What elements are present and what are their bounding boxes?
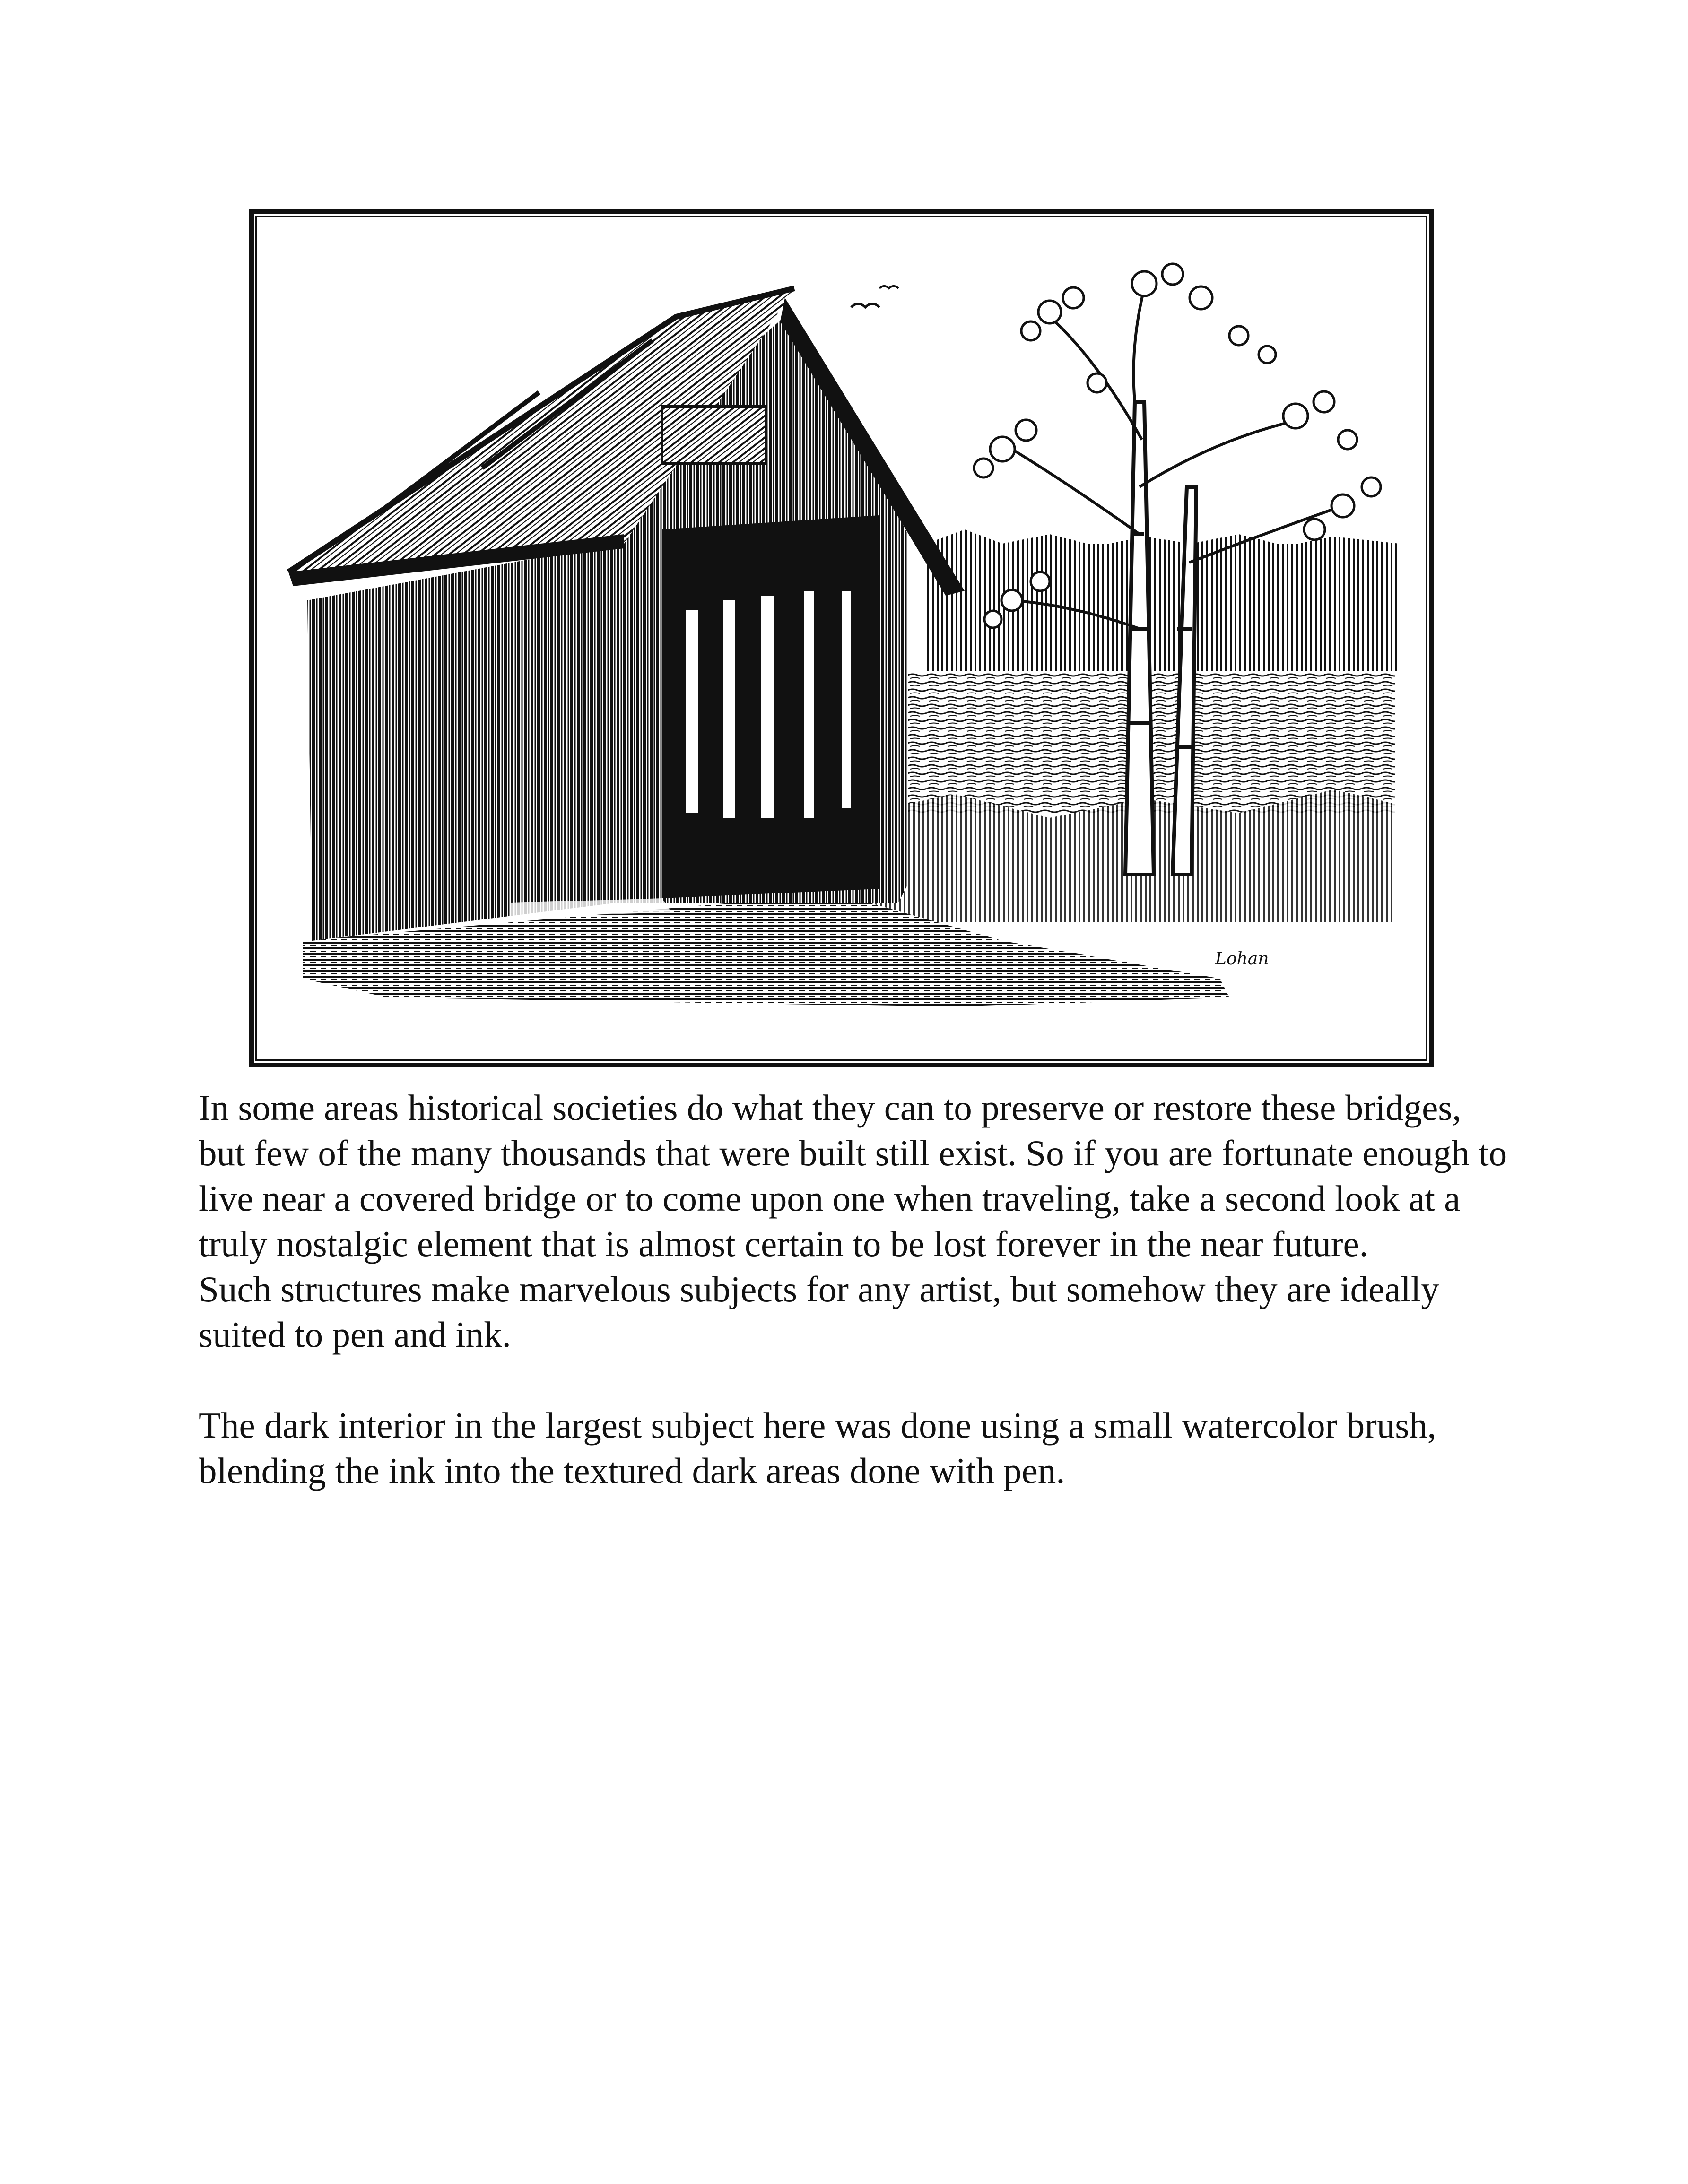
- paragraph-preservation: In some areas historical societies do what they can to preserve or restore these bridges, but few of the many thousands that were built still exist. So if you are fortunate enough to live near a covered bridge or to come upon one when traveling, take a second look at a truly nostalgic element that is almost certain to be lost forever in the near future.: [199, 1087, 1507, 1264]
- svg-text:Lohan: Lohan: [1215, 949, 1269, 969]
- paragraph-artist-subjects: Such structures make marvelous subjects for any artist, but somehow they are ideally suited to pen and ink.: [199, 1269, 1439, 1355]
- body-text: [199, 1085, 1513, 1493]
- illustration-drawing: [246, 203, 1437, 1073]
- covered-bridge-illustration: [246, 203, 1437, 1073]
- paragraph-technique: The dark interior in the largest subject here was done using a small watercolor brush, blending the ink into the textured dark areas done with pen.: [199, 1405, 1436, 1491]
